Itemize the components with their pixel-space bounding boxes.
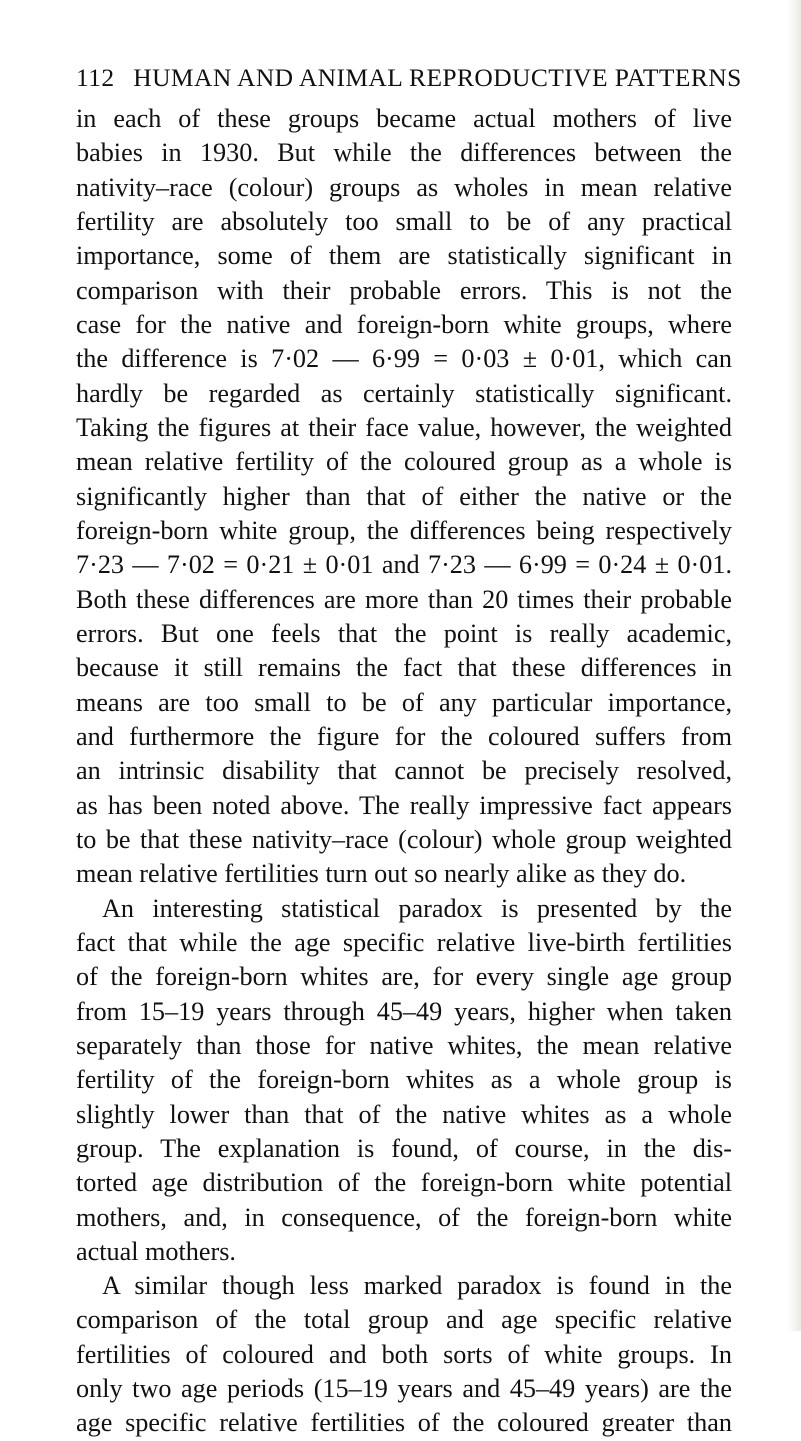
text-line: A similar though less marked paradox is found in the: [102, 1271, 732, 1301]
text-line: 7·23 — 7·02 = 0·21 ± 0·01 and 7·23 — 6·99 = 0·24 ± 0·01.: [76, 550, 732, 580]
text-line: fertility of the foreign-born whites as a whole group is: [76, 1065, 732, 1095]
text-line: in each of these groups became actual mothers of live: [76, 104, 732, 133]
running-head: [76, 62, 742, 94]
text-line: hardly be regarded as certainly statistically significant.: [76, 378, 732, 408]
text-line: as has been noted above. The really impressive fact appears: [76, 790, 732, 820]
running-head-title: HUMAN AND ANIMAL REPRODUCTIVE PATTERNS: [133, 63, 742, 92]
text-line: mean relative fertility of the coloured group as a whole is: [76, 447, 732, 477]
text-line: age specific relative fertilities of the coloured greater than: [76, 1408, 732, 1438]
text-line: An interesting statistical paradox is presented by the: [102, 893, 732, 923]
text-line: fact that while the age specific relative live-birth fertilities: [76, 927, 732, 957]
text-line: significantly higher than that of either the native or the: [76, 481, 732, 511]
text-line: actual mothers.: [76, 1236, 236, 1266]
text-line: torted age distribution of the foreign-born white potential: [76, 1168, 732, 1198]
text-line: fertility are absolutely too small to be of any practical: [76, 206, 732, 236]
text-line: means are too small to be of any particular importance,: [76, 687, 732, 717]
page-edge-shading: [787, 0, 801, 1331]
text-line: foreign-born white group, the differences being respectively: [76, 515, 732, 545]
text-line: nativity–race (colour) groups as wholes in mean relative: [76, 172, 732, 202]
text-line: Taking the figures at their face value, however, the weighted: [76, 412, 732, 442]
text-line: only two age periods (15–19 years and 45–49 years) are the: [76, 1374, 732, 1404]
text-line: case for the native and foreign-born white groups, where: [76, 309, 732, 339]
text-line: and furthermore the figure for the coloured suffers from: [76, 721, 732, 751]
text-line: an intrinsic disability that cannot be precisely resolved,: [76, 756, 732, 786]
body-text: [76, 102, 732, 1441]
text-line: the difference is 7·02 — 6·99 = 0·03 ± 0·01, which can: [76, 344, 732, 374]
text-line: Both these differences are more than 20 times their probable: [76, 584, 732, 614]
text-line: comparison of the total group and age specific relative: [76, 1305, 732, 1335]
page-number: 112: [76, 63, 115, 92]
text-line: slightly lower than that of the native whites as a whole: [76, 1099, 732, 1129]
text-line: separately than those for native whites, the mean relative: [76, 1030, 732, 1060]
text-line: comparison with their probable errors. This is not the: [76, 275, 732, 305]
text-line: babies in 1930. But while the differences between the: [76, 138, 732, 168]
text-line: mean relative fertilities turn out so nearly alike as they do.: [76, 859, 687, 889]
text-line: group. The explanation is found, of course, in the dis-: [76, 1133, 732, 1163]
text-line: of the foreign-born whites are, for every single age group: [76, 962, 732, 992]
text-line: errors. But one feels that the point is really academic,: [76, 618, 732, 648]
text-line: to be that these nativity–race (colour) whole group weighted: [76, 824, 732, 854]
text-line: fertilities of coloured and both sorts of white groups. In: [76, 1339, 732, 1369]
text-line: because it still remains the fact that these differences in: [76, 653, 732, 683]
text-line: from 15–19 years through 45–49 years, higher when taken: [76, 996, 732, 1026]
text-line: mothers, and, in consequence, of the foreign-born white: [76, 1202, 732, 1232]
text-line: importance, some of them are statistically significant in: [76, 241, 732, 271]
